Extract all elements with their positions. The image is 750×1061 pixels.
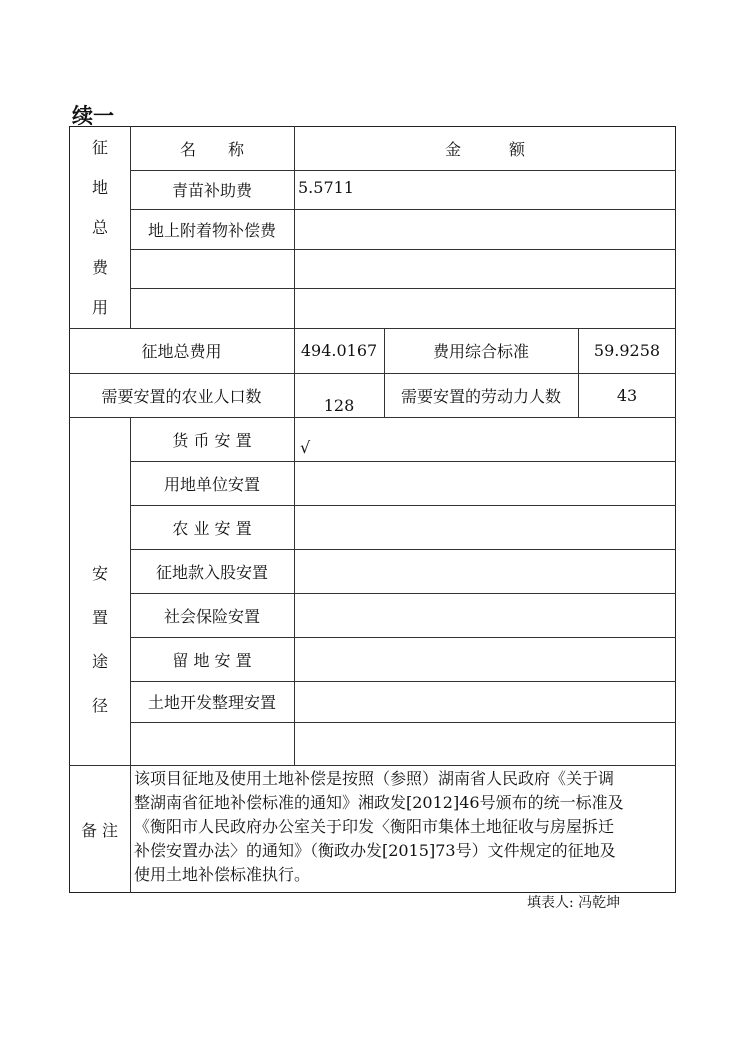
- total-fee-label: 征地总费用: [141, 342, 222, 361]
- fee-amount: 5.5711: [298, 178, 354, 197]
- resettle-value: √: [300, 438, 311, 457]
- resettlement-label: [70, 552, 130, 728]
- fee-standard-label: 费用综合标准: [432, 342, 529, 361]
- filled-by: 填表人: 冯乾坤: [527, 895, 621, 911]
- total-fee-value: 494.0167: [300, 341, 378, 360]
- remarks-line: 整湖南省征地补偿标准的通知》湘政发[2012]46号颁布的统一标准及: [134, 793, 624, 812]
- fee-name: [130, 249, 294, 288]
- col-divider: [294, 417, 295, 765]
- resettle-value: [300, 637, 676, 681]
- label-char: 总: [91, 218, 108, 237]
- label-char: 征: [91, 138, 108, 157]
- resettle-name: 留 地 安 置: [172, 650, 252, 670]
- resettle-name: 农 业 安 置: [172, 518, 252, 538]
- fee-name: 青苗补助费: [171, 181, 252, 200]
- agri-population-label: 需要安置的农业人口数: [101, 386, 262, 406]
- fee-amount: [298, 288, 676, 328]
- label-char: 用: [91, 298, 108, 317]
- remarks-line: 补偿安置办法〉的通知》（衡政办发[2015]73号）文件规定的征地及: [134, 841, 616, 860]
- remarks-line: 该项目征地及使用土地补偿是按照（参照）湖南省人民政府《关于调: [134, 769, 615, 788]
- label-char: 径: [91, 696, 108, 715]
- remarks-line: 《衡阳市人民政府办公室关于印发〈衡阳市集体土地征收与房屋拆迁: [134, 817, 615, 836]
- resettle-name: 征地款入股安置: [155, 562, 268, 582]
- resettle-name: 社会保险安置: [163, 606, 260, 626]
- label-char: 费: [91, 258, 108, 277]
- resettle-value: [300, 681, 676, 722]
- label-char: 安: [91, 564, 108, 583]
- fee-amount: [298, 249, 676, 288]
- labor-count-value: 43: [616, 385, 638, 405]
- remarks-label: 备 注: [80, 820, 119, 840]
- labor-count-label: 需要安置的劳动力人数: [400, 386, 561, 406]
- resettle-name: [130, 722, 294, 765]
- label-char: 地: [91, 178, 108, 197]
- remarks-line: 使用土地补偿标准执行。: [134, 865, 311, 884]
- header-name: 名 称: [179, 140, 244, 159]
- resettle-value: [300, 593, 676, 637]
- resettle-name: 货 币 安 置: [172, 430, 252, 450]
- label-char: 途: [91, 652, 108, 671]
- header-amount: 金 额: [444, 140, 525, 159]
- fee-amount: [298, 209, 676, 249]
- agri-population-value: 128: [323, 396, 355, 415]
- resettle-value: [300, 549, 676, 593]
- resettle-value: [300, 505, 676, 549]
- resettle-name: 用地单位安置: [163, 474, 260, 494]
- row-divider: [69, 765, 676, 766]
- resettle-name: 土地开发整理安置: [147, 693, 276, 712]
- label-char: 置: [91, 608, 108, 627]
- fee-standard-value: 59.9258: [593, 341, 661, 360]
- page-title: 续一: [72, 103, 114, 128]
- remarks-text: [134, 767, 674, 887]
- resettle-value: [300, 461, 676, 505]
- land-fee-label: [70, 128, 130, 328]
- fee-name: 地上附着物补偿费: [147, 220, 276, 240]
- fee-name: [130, 288, 294, 328]
- resettle-value: [300, 722, 676, 765]
